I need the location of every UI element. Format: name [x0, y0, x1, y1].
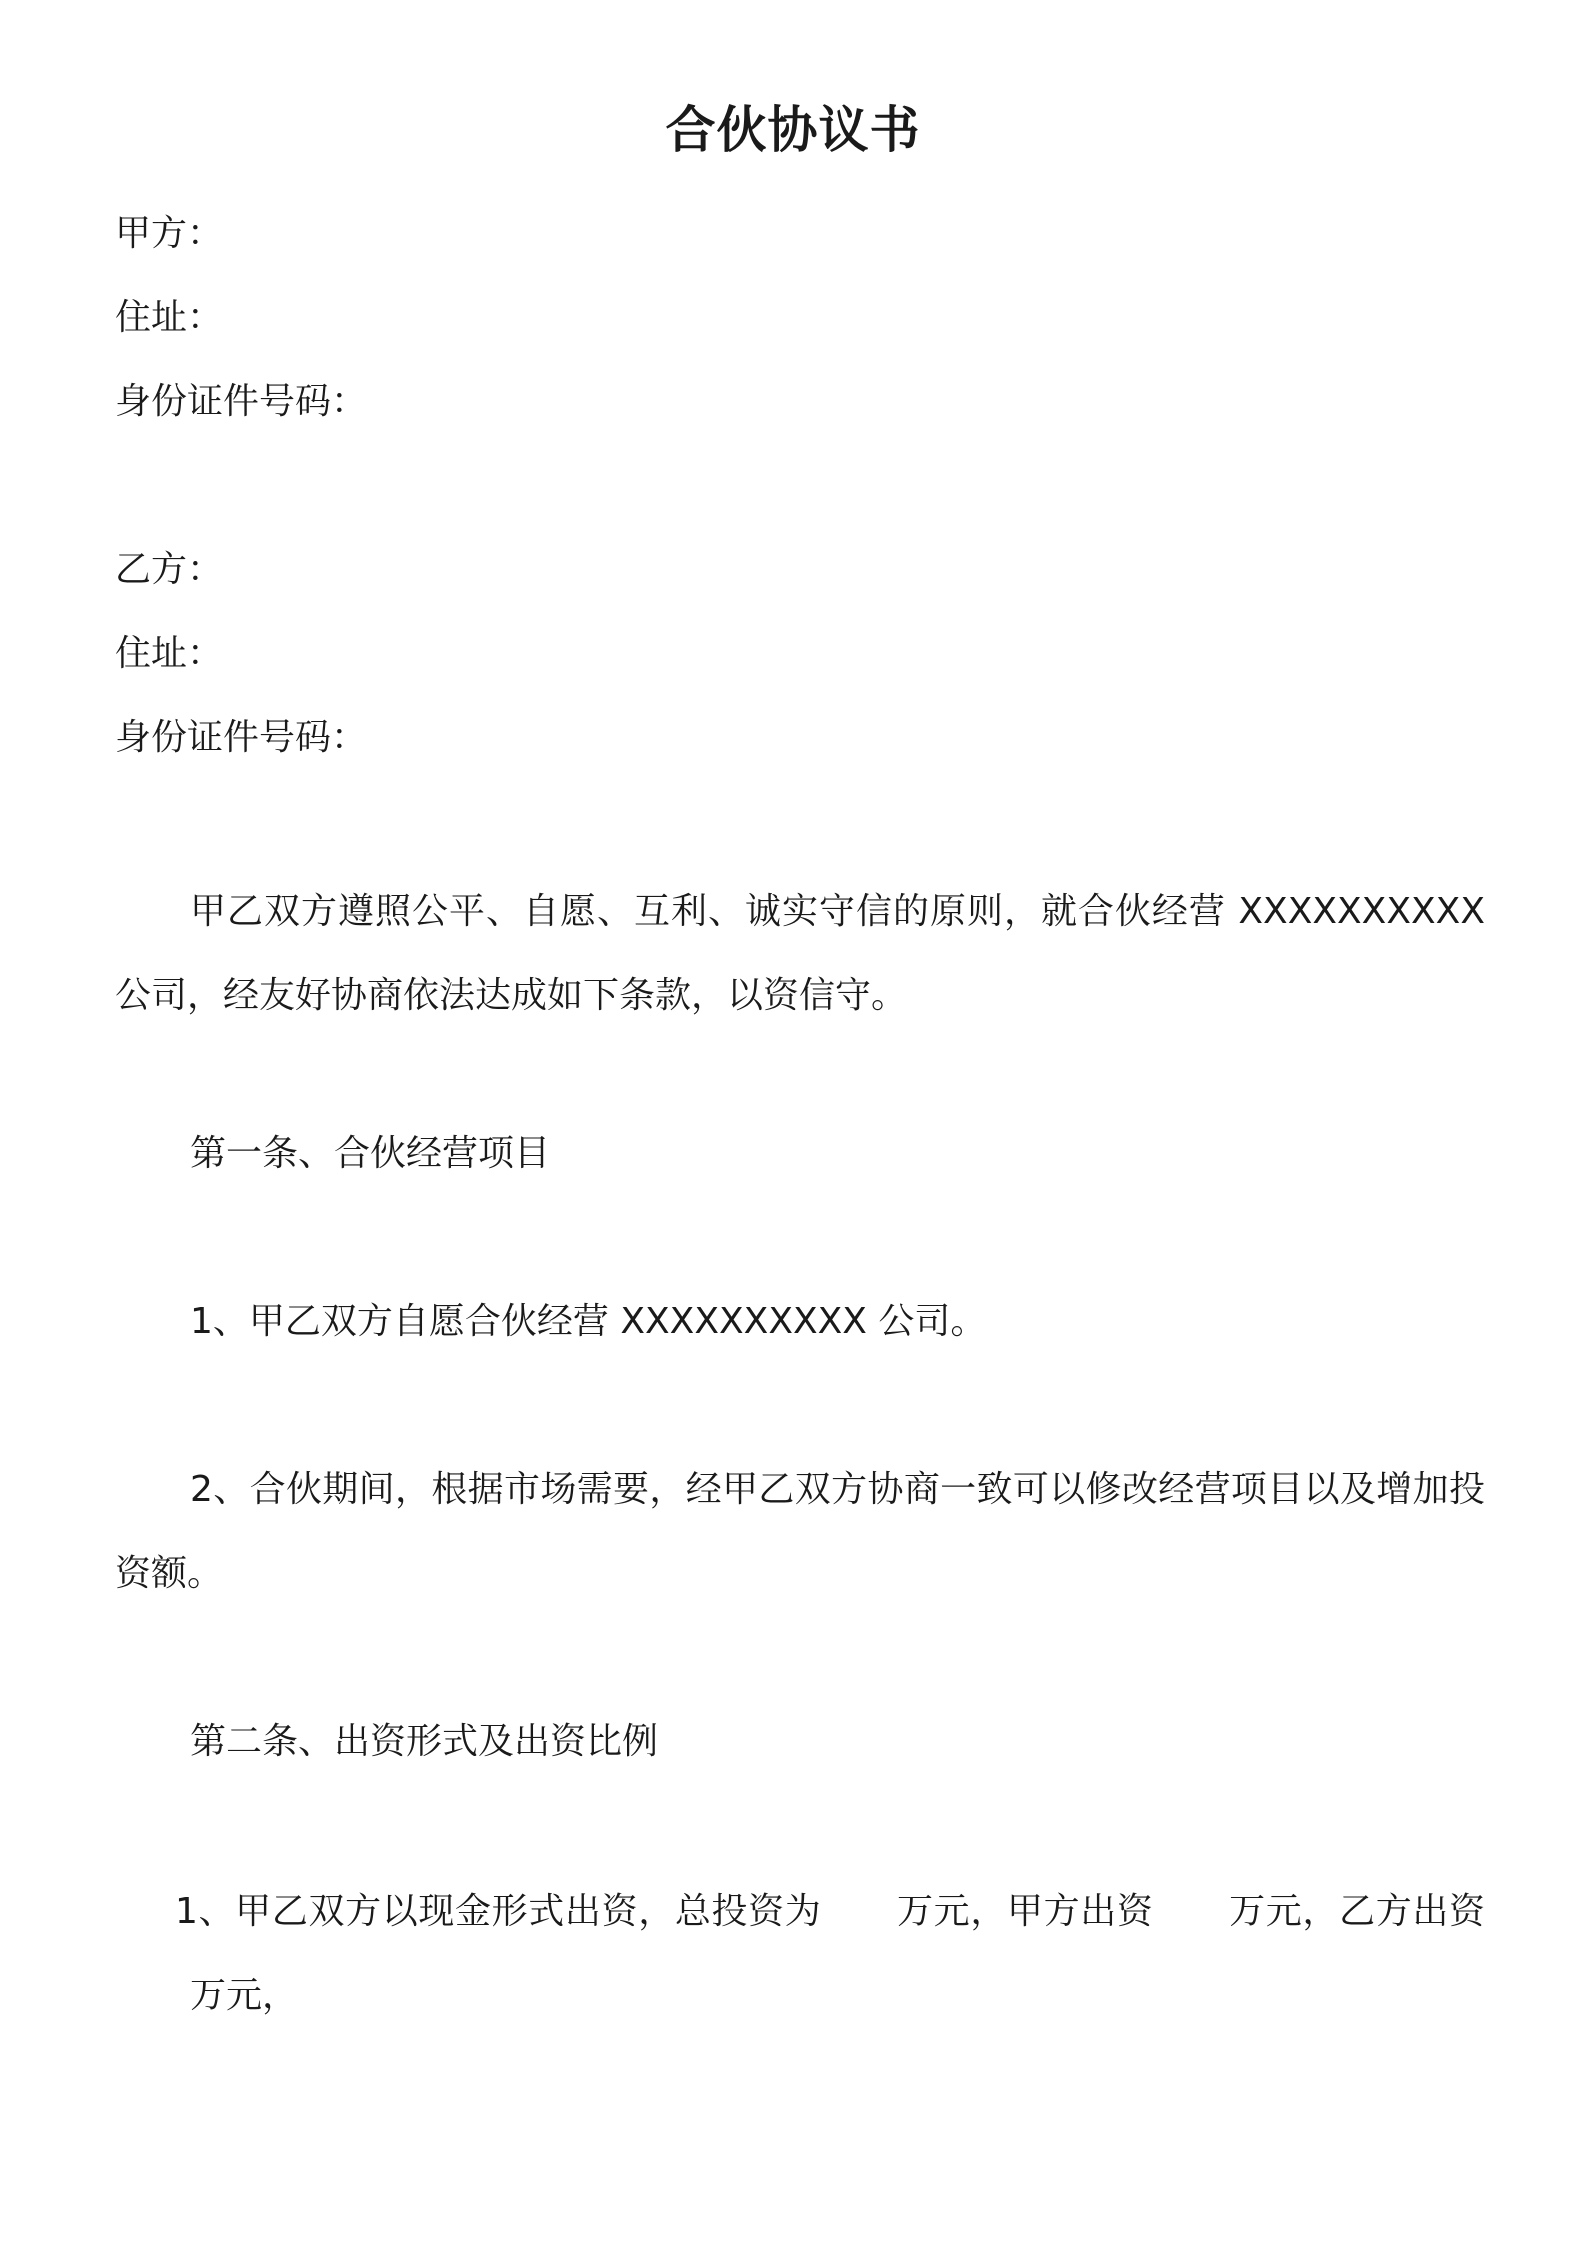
- article-1-item-2: 2、合伙期间，根据市场需要，经甲乙双方协商一致可以修改经营项目以及增加投资额。: [115, 1469, 1485, 1594]
- party-b-name-label: 乙方：: [115, 549, 224, 590]
- party-a-id-label: 身份证件号码：: [115, 381, 368, 422]
- party-b-address-label: 住址：: [115, 633, 224, 674]
- article-1-heading: 第一条、合伙经营项目: [190, 1133, 551, 1174]
- party-b-id-label: 身份证件号码：: [115, 717, 368, 758]
- party-a-address-label: 住址：: [115, 297, 224, 338]
- article-2-item-1-part-1: 1、甲乙双方以现金形式出资，总投资为: [175, 1891, 822, 1932]
- article-2-heading: 第二条、出资形式及出资比例: [190, 1721, 659, 1762]
- article-1-item-1: 1、甲乙双方自愿合伙经营 XXXXXXXXXX 公司。: [190, 1301, 987, 1342]
- article-2-item-1-part-4: 万元，: [190, 1975, 299, 2016]
- preamble-paragraph: 甲乙双方遵照公平、自愿、互利、诚实守信的原则，就合伙经营 XXXXXXXXXX 公司，经友好协商依法达成如下条款，以资信守。: [115, 891, 1485, 1016]
- article-2-item-1-part-3: 万元，乙方出资: [1228, 1891, 1485, 1932]
- article-2-item-1: [115, 1870, 1485, 2038]
- document-title: 合伙协议书: [665, 101, 921, 159]
- article-2-item-1-part-2: 万元，甲方出资: [896, 1891, 1154, 1932]
- party-a-name-label: 甲方：: [115, 213, 224, 254]
